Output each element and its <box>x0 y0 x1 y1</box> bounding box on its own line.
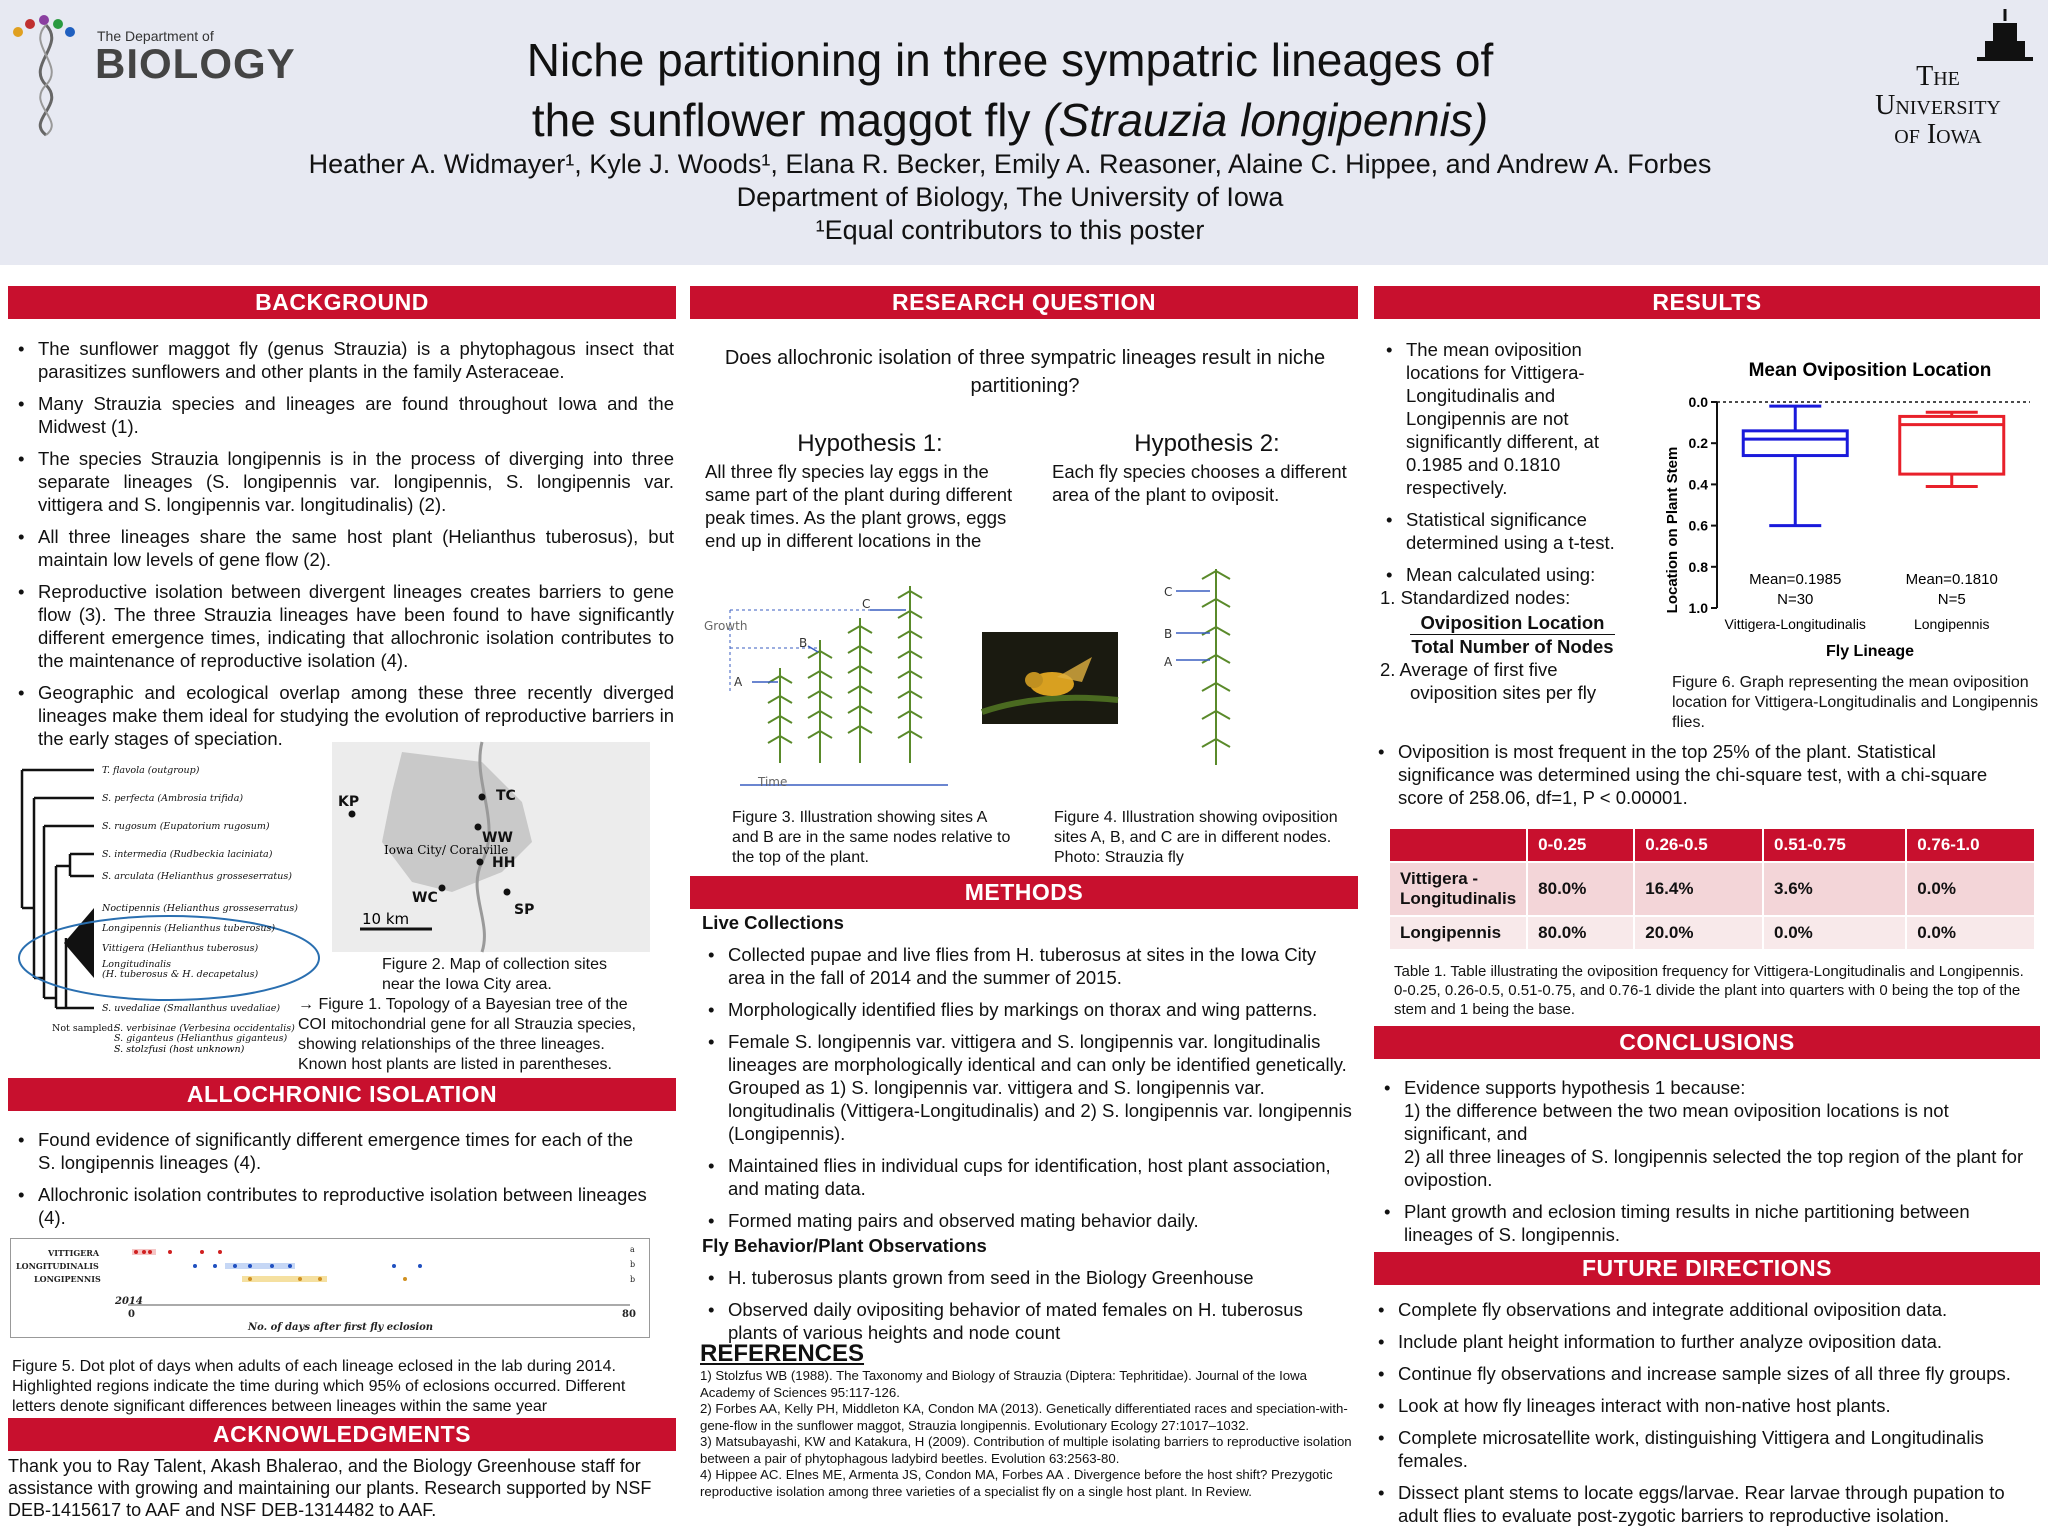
poster-header <box>0 0 2048 265</box>
reference-item: 1) Stolzfus WB (1988). The Taxonomy and Biology of Strauzia (Diptera: Tephritidae). Journal of the Iowa Academy of Sciences 95:117-126. <box>700 1368 1307 1400</box>
conclusion-line: • Evidence supports hypothesis 1 because: <box>1404 1077 1746 1098</box>
uiowa-wordmark <box>1858 62 2018 149</box>
dot-year: 2014 <box>115 1296 143 1307</box>
table-header-row <box>1389 828 2035 862</box>
box-n-label: N=5 <box>1937 591 1966 608</box>
fig3-letter: B <box>799 636 808 650</box>
methods-item: • Female S. longipennis var. vittigera and S. longipennis var. longitudinalis lineages are morphologically identical and can only be identified genetically. Grouped as 1) S. longipennis var. vittigera and S. longipennis var. longitudinalis (Vittigera-Longitudinalis) and 2) S. longipennis var. longipennis (Longipennis). <box>702 1030 1352 1145</box>
fig4-caption: Figure 4. Illustration showing oviposition sites A, B, and C are in different nodes. Photo: Strauzia fly <box>1054 809 1338 866</box>
box-mean-label: Mean=0.1810 <box>1905 571 1998 588</box>
table-cell: 0.0% <box>1906 916 2035 950</box>
dot-axis-max: 80 <box>622 1309 636 1320</box>
conclusion-item <box>1378 1076 2038 1191</box>
map-site-label: HH <box>492 855 516 871</box>
table-caption: Table 1. Table illustrating the oviposition frequency for Vittigera-Longitudinalis and Longipennis. 0-0.25, 0.26-0.5, 0.51-0.75, and 0.76-1 divide the plant into quarters with 0 being the top of the stem and 1 being the base. <box>1394 963 2024 1018</box>
future-heading: FUTURE DIRECTIONS <box>1374 1252 2040 1285</box>
uiowa-line-1: The <box>1916 61 1960 92</box>
reference-item: 3) Matsubayashi, KW and Katakura, H (2009). Contribution of multiple isolating barriers to reproductive isolation between a pair of phytophagous ladybird beetles. Evolution 63:2563-80. <box>700 1434 1352 1466</box>
collection-map <box>332 742 650 952</box>
conclusion-line: 1) the difference between the two mean oviposition locations is not significant, and <box>1404 1100 1949 1144</box>
methods-sub-behavior: Fly Behavior/Plant Observations <box>702 1235 987 1256</box>
background-list <box>12 337 674 759</box>
methods-item: • Formed mating pairs and observed mating behavior daily. <box>702 1209 1352 1232</box>
chart-y-tick-label: 0.2 <box>1688 435 1708 452</box>
chi-square-item: • Oviposition is most frequent in the top 25% of the plant. Statistical significance was determined using the chi-square test, with a chi-square score of 258.06, df=1, P < 0.00001. <box>1372 740 2032 809</box>
title-line-1: Niche partitioning in three sympatric lineages of <box>526 34 1494 86</box>
uiowa-line-3: of Iowa <box>1894 119 1982 150</box>
acknowledgments-heading: ACKNOWLEDGMENTS <box>8 1418 676 1451</box>
tree-taxon: S. intermedia (Rudbeckia laciniata) <box>102 849 273 860</box>
conclusions-list <box>1378 1076 2038 1255</box>
tree-taxon: (H. tuberosus & H. decapetalus) <box>102 969 259 980</box>
future-list <box>1372 1298 2037 1536</box>
h1-title: Hypothesis 1: <box>797 430 943 457</box>
chart-category-label: Longipennis <box>1913 616 1990 632</box>
dot-label: VITTIGERA <box>48 1248 100 1258</box>
tree-taxon: Longitudinalis <box>102 959 172 970</box>
phylogenetic-tree <box>14 758 334 1055</box>
methods-heading: METHODS <box>690 876 1358 909</box>
map-site-label: WW <box>482 830 513 846</box>
methods-item: • Observed daily ovipositing behavior of mated females on H. tuberosus plants of various heights and node count <box>702 1298 1352 1344</box>
methods-body <box>702 911 1352 1353</box>
table-row <box>1389 916 2035 950</box>
results-step-1: 1. Standardized nodes: <box>1380 587 1571 608</box>
results-step-2: 2. Average of first five oviposition sites per fly <box>1380 659 1597 703</box>
background-item: • Many Strauzia species and lineages are found throughout Iowa and the Midwest (1). <box>12 392 674 438</box>
table-cell: 16.4% <box>1634 862 1763 916</box>
results-item: • Mean calculated using: <box>1380 563 1620 586</box>
h2-title: Hypothesis 2: <box>1134 430 1280 457</box>
dot-letter: b <box>630 1275 636 1284</box>
map-site-label: TC <box>496 788 516 804</box>
fig3-letter: A <box>734 675 743 689</box>
map-scale-label: 10 km <box>362 910 410 928</box>
chart-y-tick-label: 0.6 <box>1688 517 1708 534</box>
allochronic-item: • Found evidence of significantly different emergence times for each of the S. longipennis lineages (4). <box>12 1128 652 1174</box>
future-item: • Dissect plant stems to locate eggs/larvae. Rear larvae through pupation to adult flies to evaluate post-zygotic barriers to reproductive isolation. <box>1372 1481 2037 1527</box>
chart-category-label: Vittigera-Longitudinalis <box>1724 616 1866 632</box>
acknowledgments-text: Thank you to Ray Talent, Akash Bhalerao, and the Biology Greenhouse staff for assistance with growing and maintaining our plants. Research supported by NSF DEB-1415617 to AAF and NSF DEB-1314482 to AAF. <box>8 1456 652 1520</box>
fig3-letter: C <box>862 597 871 611</box>
allochronic-list <box>12 1128 652 1238</box>
poster-title <box>340 30 1680 150</box>
tree-taxon: S. uvedaliae (Smallanthus uvedaliae) <box>102 1003 281 1014</box>
background-item: • The species Strauzia longipennis is in the process of diverging into three separate lineages (S. longipennis var. longipennis, S. longipennis var. vittigera and S. longipennis var. longitudinalis) (2). <box>12 447 674 516</box>
future-item: • Complete microsatellite work, distinguishing Vittigera and Longitudinalis females. <box>1372 1426 2037 1472</box>
conclusion-item: • Plant growth and eclosion timing results in niche partitioning between lineages of S. longipennis. <box>1378 1200 2038 1246</box>
dept-small-label: The Department of <box>97 28 214 44</box>
allochronic-heading: ALLOCHRONIC ISOLATION <box>8 1078 676 1111</box>
h1-text: All three fly species lay eggs in the same part of the plant during different peak times. As the plant grows, eggs end up in different locations in the <box>705 461 1013 551</box>
box-mean-label: Mean=0.1985 <box>1749 571 1842 588</box>
background-heading: BACKGROUND <box>8 286 676 319</box>
title-line-2 <box>340 90 1680 150</box>
figure-4-illustration <box>1140 555 1260 765</box>
allochronic-item: • Allochronic isolation contributes to reproductive isolation between lineages (4). <box>12 1183 652 1229</box>
results-heading: RESULTS <box>1374 286 2040 319</box>
fraction-numerator: Oviposition Location <box>1410 611 1615 635</box>
tree-not-sampled: S. verbisinae (Verbesina occidentalis) <box>114 1023 295 1034</box>
methods-item: • Collected pupae and live flies from H. tuberosus at sites in the Iowa City area in the fall of 2014 and the summer of 2015. <box>702 943 1352 989</box>
authors: Heather A. Widmayer¹, Kyle J. Woods¹, Elana R. Becker, Emily A. Reasoner, Alaine C. Hippee, and Andrew A. Forbes <box>308 149 1712 179</box>
background-item: • Geographic and ecological overlap among these three recently diverged lineages make them ideal for studying the evolution of reproductive barriers in the early stages of speciation. <box>12 681 674 750</box>
chart-title: Mean Oviposition Location <box>1748 360 1992 381</box>
dot-axis-min: 0 <box>128 1309 135 1320</box>
results-item: • The mean oviposition locations for Vittigera-Longitudinalis and Longipennis are not significantly different, at 0.1985 and 0.1810 respectively. <box>1380 338 1620 499</box>
table-header <box>1389 828 1527 862</box>
map-city-label: Iowa City/ Coralville <box>384 843 509 857</box>
dot-plot-caption: Figure 5. Dot plot of days when adults of each lineage eclosed in the lab during 2014. Highlighted regions indicate the time during which 95% of eclosions occurred. Different letters denote significant differences between lineages within the same year <box>12 1358 626 1415</box>
tree-taxon: Longipennis (Helianthus tuberosus) <box>102 923 276 934</box>
tree-taxon: T. flavola (outgroup) <box>102 765 200 776</box>
tree-not-sampled-label: Not sampled: <box>52 1023 117 1034</box>
hypothesis-2 <box>1052 430 1362 506</box>
table-cell: 80.0% <box>1527 916 1634 950</box>
background-item: • Reproductive isolation between divergent lineages creates barriers to gene flow (3). The three Strauzia lineages have been found to have significantly different emergence times, indicating that allochronic isolation contributes to the maintenance of reproductive isolation (4). <box>12 580 674 672</box>
table-cell: Longipennis <box>1389 916 1527 950</box>
dot-letter: b <box>630 1260 636 1269</box>
affiliation: Department of Biology, The University of Iowa <box>736 182 1284 212</box>
title-species: (Strauzia longipennis) <box>1043 94 1489 146</box>
results-list <box>1380 338 1620 706</box>
results-item: • Statistical significance determined using a t-test. <box>1380 508 1620 554</box>
research-question: Does allochronic isolation of three sympatric lineages result in niche partitioning? <box>724 347 1326 397</box>
dept-big-label: BIOLOGY <box>95 40 296 87</box>
fig3-time: Time <box>758 775 788 789</box>
results-fraction <box>1410 611 1615 658</box>
h2-text: Each fly species chooses a different area of the plant to oviposit. <box>1052 461 1347 505</box>
fig3-caption: Figure 3. Illustration showing sites A and B are in the same nodes relative to the top of the plant. <box>732 809 1011 866</box>
table-cell: Vittigera - Longitudinalis <box>1389 862 1527 916</box>
oviposition-box-plot <box>1655 350 2040 670</box>
tree-taxon: S. rugosum (Eupatorium rugosum) <box>102 821 270 832</box>
reference-item: 4) Hippee AC. Elnes ME, Armenta JS, Condon MA, Forbes AA . Divergence before the host shift? Prezygotic reproductive isolation among three varieties of a specialist fly on a single host plant. In Review. <box>700 1467 1333 1499</box>
future-item: • Continue fly observations and increase sample sizes of all three fly groups. <box>1372 1362 2037 1385</box>
tree-taxon: Vittigera (Helianthus tuberosus) <box>102 943 259 954</box>
chart-y-tick-label: 0.0 <box>1688 394 1708 410</box>
references-list <box>700 1368 1358 1500</box>
table-row <box>1389 862 2035 916</box>
eclosion-dot-plot <box>10 1238 650 1338</box>
oviposition-table <box>1388 827 2036 951</box>
contrib-note: ¹Equal contributors to this poster <box>815 215 1205 245</box>
box-n-label: N=30 <box>1777 591 1814 608</box>
dot-band-longipennis <box>242 1276 327 1282</box>
figure-3-illustration <box>700 568 960 793</box>
background-item: • The sunflower maggot fly (genus Strauzia) is a phytophagous insect that parasitizes sunflowers and other plants in the family Asteraceae. <box>12 337 674 383</box>
table-cell: 0.0% <box>1763 916 1906 950</box>
future-item: • Complete fly observations and integrate additional oviposition data. <box>1372 1298 2037 1321</box>
reference-item: 2) Forbes AA, Kelly PH, Middleton KA, Condon MA (2013). Genetically differentiated races and speciation-with-gene-flow in the sunflower maggot, Strauzia longipennis. Evolutionary Ecology 27:1017–1032. <box>700 1401 1348 1433</box>
fig4-letter: A <box>1164 655 1173 669</box>
chart-xlabel: Fly Lineage <box>1825 643 1915 660</box>
table-cell: 3.6% <box>1763 862 1906 916</box>
chart-y-tick-label: 0.4 <box>1688 476 1708 493</box>
strauzia-fly-photo <box>982 632 1118 724</box>
future-item: • Include plant height information to further analyze oviposition data. <box>1372 1330 2037 1353</box>
fig4-letter: B <box>1164 627 1173 641</box>
dot-letter: a <box>630 1245 635 1254</box>
conclusion-line: 2) all three lineages of S. longipennis selected the top region of the plant for ovipostion. <box>1404 1146 2024 1190</box>
tree-caption: → Figure 1. Topology of a Bayesian tree of the COI mitochondrial gene for all Strauzia species, showing relationships of the three lineages. Known host plants are listed in parentheses. <box>298 996 636 1073</box>
dot-label: LONGITUDINALIS <box>16 1261 99 1271</box>
tree-taxon: S. perfecta (Ambrosia trifida) <box>102 793 244 804</box>
table-header: 0-0.25 <box>1527 828 1634 862</box>
fraction-denominator: Total Number of Nodes <box>1411 636 1614 657</box>
map-caption: Figure 2. Map of collection sites near the Iowa City area. <box>382 956 607 993</box>
table-cell: 0.0% <box>1906 862 2035 916</box>
tree-not-sampled: S. giganteus (Helianthus giganteus) <box>114 1033 288 1044</box>
table-header: 0.26-0.5 <box>1634 828 1763 862</box>
research-heading: RESEARCH QUESTION <box>690 286 1358 319</box>
fig4-letter: C <box>1164 585 1173 599</box>
chi-square-list <box>1372 740 2032 818</box>
map-site-label: WC <box>412 890 438 906</box>
methods-sub-live: Live Collections <box>702 912 844 933</box>
dot-xlabel: No. of days after first fly eclosion <box>248 1322 434 1333</box>
background-item: • All three lineages share the same host plant (Helianthus tuberosus), but maintain low levels of gene flow (2). <box>12 525 674 571</box>
map-site-label: SP <box>514 902 535 918</box>
methods-item: • H. tuberosus plants grown from seed in the Biology Greenhouse <box>702 1266 1352 1289</box>
table-header: 0.76-1.0 <box>1906 828 2035 862</box>
fig6-caption: Figure 6. Graph representing the mean oviposition location for Vittigera-Longitudinalis and Longipennis flies. <box>1672 674 2039 731</box>
tree-clade-wedge <box>64 908 94 978</box>
tree-taxon: S. arculata (Helianthus grosseserratus) <box>102 871 292 882</box>
chart-y-tick-label: 1.0 <box>1688 600 1708 616</box>
hypothesis-1 <box>705 430 1035 552</box>
chart-ylabel: Location on Plant Stem <box>1664 446 1681 614</box>
chart-y-tick-label: 0.8 <box>1688 558 1708 575</box>
table-header: 0.51-0.75 <box>1763 828 1906 862</box>
dot-label: LONGIPENNIS <box>34 1274 101 1284</box>
fig3-growth: Growth <box>704 619 748 633</box>
tree-not-sampled: S. stolzfusi (host unknown) <box>114 1044 245 1055</box>
references-heading: REFERENCES <box>700 1340 865 1367</box>
conclusions-heading: CONCLUSIONS <box>1374 1026 2040 1059</box>
table-cell: 20.0% <box>1634 916 1763 950</box>
tree-taxon: Noctipennis (Helianthus grosseserratus) <box>102 903 298 914</box>
methods-item: • Maintained flies in individual cups for identification, host plant association, and mating data. <box>702 1154 1352 1200</box>
authors-block <box>250 148 1770 247</box>
uiowa-line-2: University <box>1875 90 2001 121</box>
future-item: • Look at how fly lineages interact with non-native host plants. <box>1372 1394 2037 1417</box>
map-site-label: KP <box>338 794 360 810</box>
box-iqr <box>1743 431 1847 456</box>
title-line-2-text: the sunflower maggot fly <box>531 94 1044 146</box>
methods-item: • Morphologically identified flies by markings on thorax and wing patterns. <box>702 998 1352 1021</box>
table-cell: 80.0% <box>1527 862 1634 916</box>
